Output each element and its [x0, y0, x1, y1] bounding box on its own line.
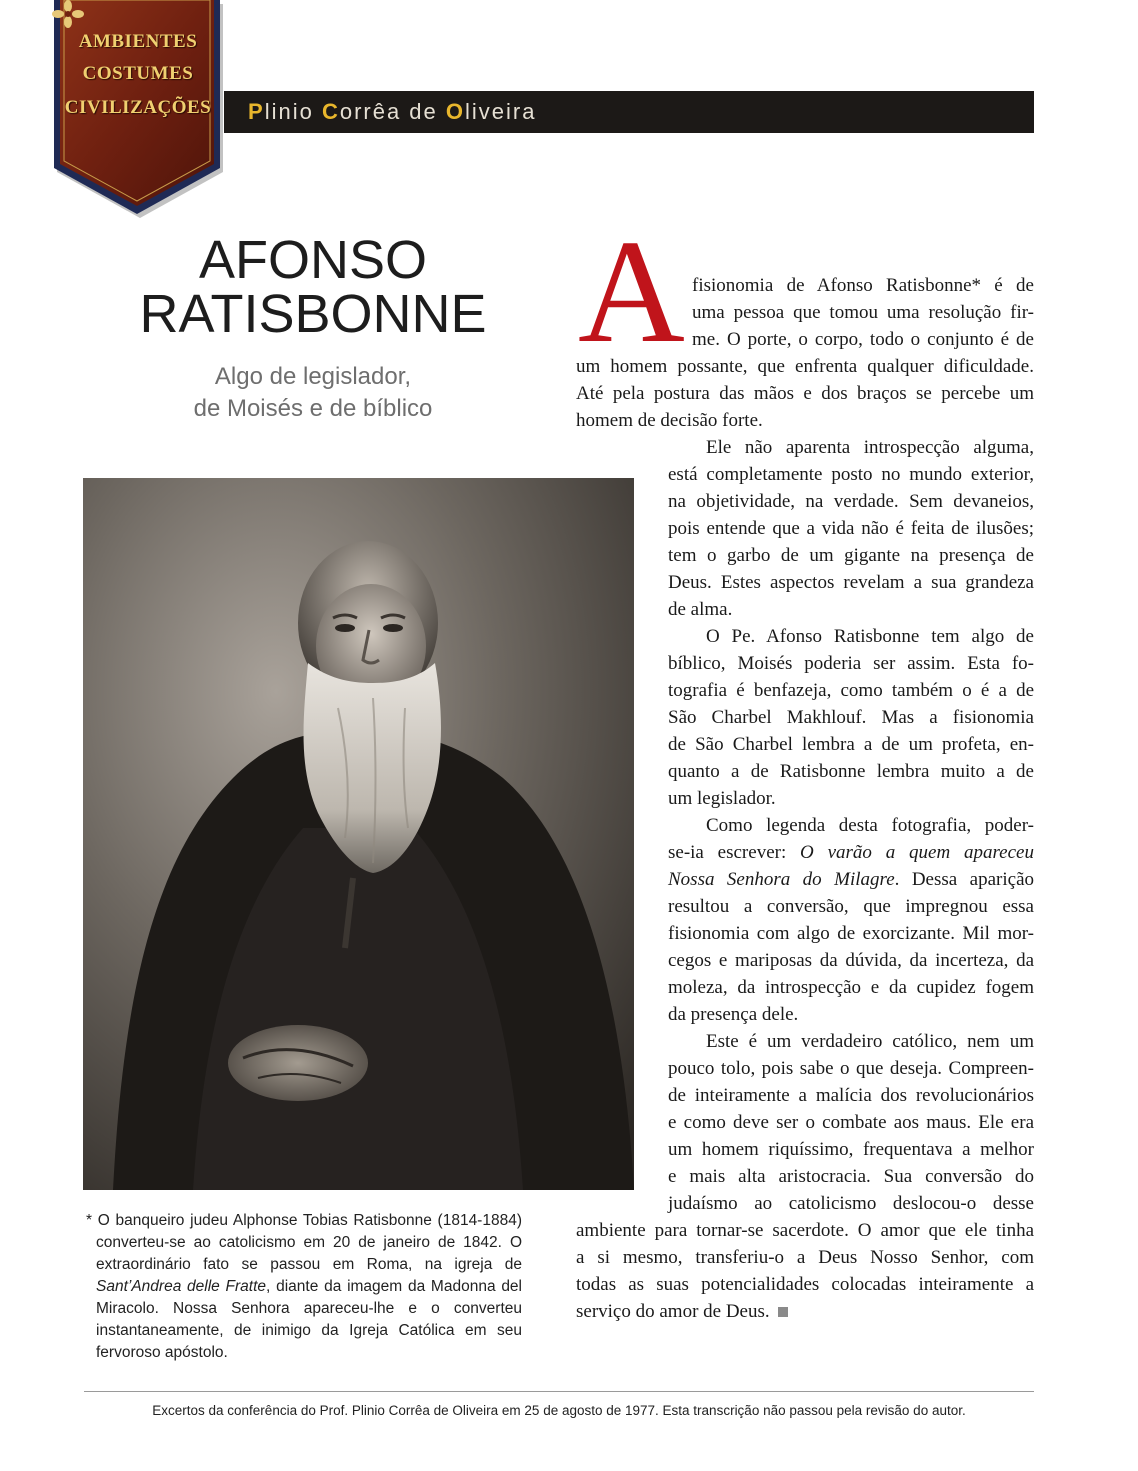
section-ribbon: [52, 0, 224, 218]
body-line: [668, 866, 1034, 893]
author-initial: O: [445, 99, 466, 124]
body-text: . Dessa aparição: [894, 869, 1034, 890]
author-initial: P: [248, 99, 265, 124]
body-line: tem o garbo de um gigante na presença de: [668, 545, 1034, 566]
body-line: um homem possante, que enfrenta qualquer dificuldade.: [576, 356, 1034, 377]
body-line: cegos e mariposas da dúvida, da incerteza, da: [668, 950, 1034, 971]
author-initial: C: [321, 99, 340, 124]
body-line: São Charbel Makhlouf. Mas a fisionomia: [668, 707, 1034, 728]
caption-quote: Nossa Senhora do Milagre: [668, 869, 895, 890]
body-line: Deus. Estes aspectos revelam a sua grandeza: [668, 572, 1034, 593]
caption-quote: O varão a quem apareceu: [800, 842, 1034, 863]
body-text: se-ia escrever:: [668, 842, 801, 863]
fleur-ornament-icon: [52, 0, 84, 28]
header-bar: [224, 91, 1034, 133]
body-line: Como legenda desta fotografia, poder-: [706, 815, 1034, 836]
body-line: bíblico, Moisés poderia ser assim. Esta fo-: [668, 653, 1034, 674]
author-name: [248, 99, 536, 125]
ribbon-line-costumes: COSTUMES: [82, 63, 194, 84]
body-line: tografia é benfazeja, como também o é a de: [668, 680, 1034, 701]
body-line-final: [576, 1298, 1034, 1325]
body-line: O Pe. Afonso Ratisbonne tem algo de: [706, 626, 1034, 647]
body-line: fisionomia de Afonso Ratisbonne* é de: [692, 275, 1034, 296]
drop-cap: A: [578, 210, 685, 374]
body-line: [668, 839, 1034, 866]
body-line: todas as suas potencialidades colocadas inteiramente a: [576, 1274, 1034, 1295]
author-name-part: liveira: [465, 99, 537, 124]
footnote-text: * O banqueiro judeu Alphonse Tobias Ratisbonne (1814-1884) converteu-se ao catolicismo em 20 de janeiro de 1842. O extraordinário fato se passou em Roma, na igreja de: [86, 1212, 522, 1273]
body-line: e como deve ser o combate aos maus. Ele era: [668, 1112, 1034, 1133]
body-line: Ele não aparenta introspecção alguma,: [706, 437, 1034, 458]
article-title-line: RATISBONNE: [139, 284, 487, 344]
body-line: fisionomia com algo de exorcizante. Mil mor-: [668, 923, 1034, 944]
body-line: um legislador.: [668, 788, 776, 809]
body-line: homem de decisão forte.: [576, 410, 763, 431]
body-line: na objetividade, na verdade. Sem devaneios,: [668, 491, 1034, 512]
body-line: moleza, da introspecção e da cupidez fogem: [668, 977, 1034, 998]
body-line: de São Charbel lembra a de um profeta, en-: [668, 734, 1034, 755]
body-line: pouco tolo, pois sabe o que deseja. Compreen-: [668, 1058, 1034, 1079]
body-line: Até pela postura das mãos e dos braços se percebe um: [576, 383, 1034, 404]
author-name-part: linio: [264, 99, 322, 124]
body-line: Este é um verdadeiro católico, nem um: [706, 1031, 1034, 1052]
ribbon-line-ambientes: AMBIENTES: [78, 31, 198, 52]
footnote: [86, 1210, 522, 1364]
body-line: uma pessoa que tomou uma resolução fir-: [692, 302, 1034, 323]
bottom-divider: [84, 1391, 1034, 1392]
body-line: quanto a de Ratisbonne lembra muito a de: [668, 761, 1034, 782]
body-line: e mais alta aristocracia. Sua conversão do: [668, 1166, 1034, 1187]
body-line: está completamente posto no mundo exterior,: [668, 464, 1034, 485]
body-line: pois entende que a vida não é feita de ilusões;: [668, 518, 1034, 539]
article-subtitle-line: de Moisés e de bíblico: [193, 395, 433, 422]
body-line: de inteiramente a malícia dos revolucionários: [668, 1085, 1034, 1106]
article-title-line: AFONSO: [198, 230, 428, 290]
source-credit: Excertos da conferência do Prof. Plinio Corrêa de Oliveira em 25 de agosto de 1977. Esta transcrição não passou pela revisão do autor.: [152, 1403, 966, 1418]
ribbon-line-civilizacoes: CIVILIZAÇÕES: [64, 97, 212, 118]
body-line: um homem riquíssimo, frequentava a melhor: [668, 1139, 1034, 1160]
body-line: me. O porte, o corpo, todo o conjunto é de: [692, 329, 1034, 350]
body-line: ambiente para tornar-se sacerdote. O amor que ele tinha: [576, 1220, 1034, 1241]
body-text: serviço do amor de Deus.: [576, 1301, 770, 1322]
body-line: resultou a conversão, que impregnou essa: [668, 896, 1034, 917]
article-subtitle-line: Algo de legislador,: [214, 363, 412, 390]
portrait-photo: [83, 478, 634, 1190]
author-name-part: orrêa de: [339, 99, 446, 124]
body-line: da presença dele.: [668, 1004, 799, 1025]
body-line: judaísmo ao catolicismo deslocou-o desse: [668, 1193, 1034, 1214]
bearded-priest-portrait-icon: [83, 478, 634, 1190]
end-square-icon: [778, 1307, 788, 1317]
footnote-church-name: Sant’Andrea delle Fratte: [96, 1278, 267, 1295]
body-line: a si mesmo, transferiu-o a Deus Nosso Senhor, com: [576, 1247, 1034, 1268]
body-line: de alma.: [668, 599, 733, 620]
footnote-text: , diante da imagem da Madonna del Miracolo. Nossa Senhora apareceu-lhe e o converteu instantaneamente, de inimigo da Igreja Católica em seu fervoroso apóstolo.: [96, 1278, 522, 1361]
